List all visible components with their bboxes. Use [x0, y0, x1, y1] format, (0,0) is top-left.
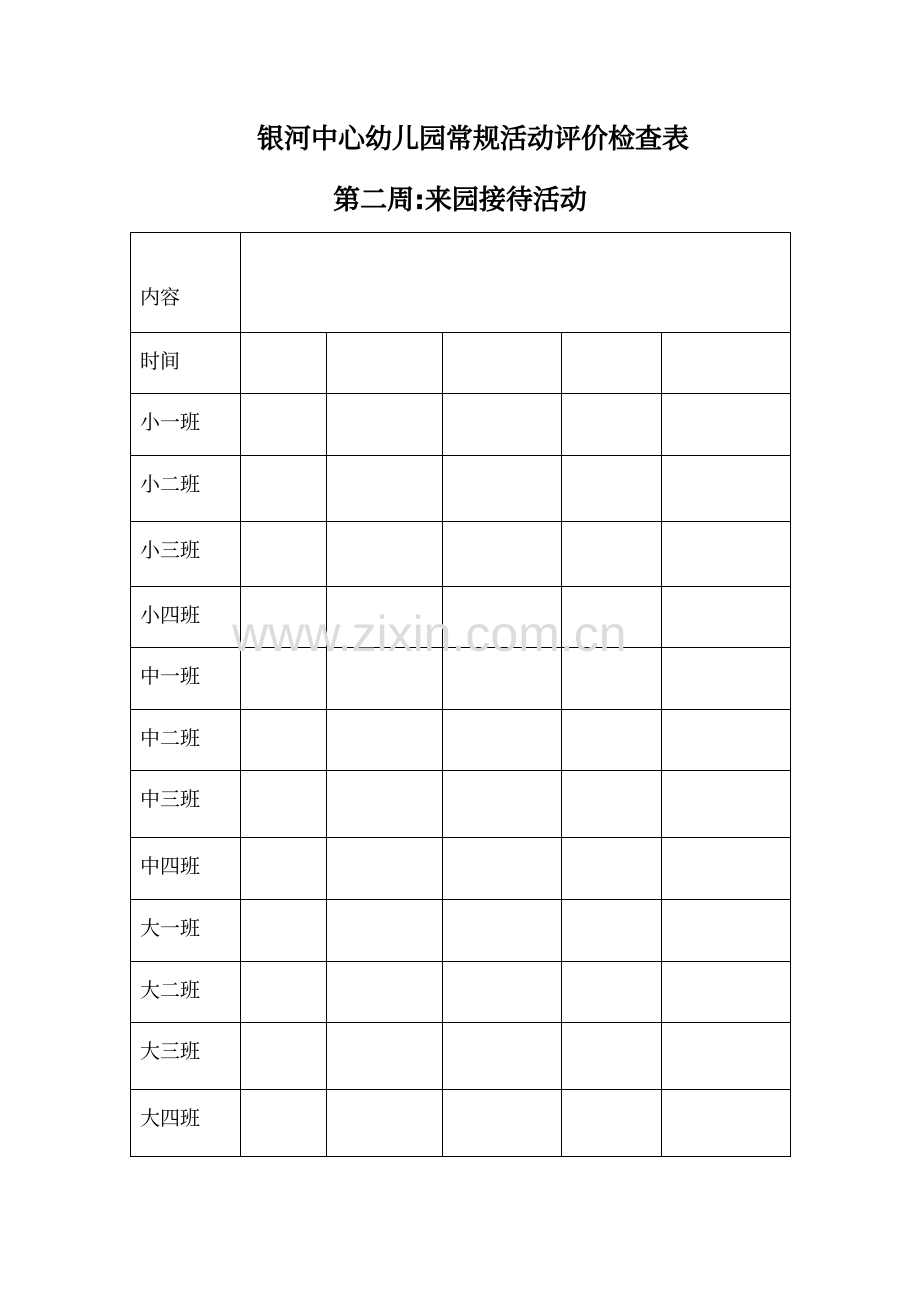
table-row [131, 456, 791, 522]
class-label: 大二班 [140, 978, 200, 1002]
class-label: 大三班 [140, 1039, 200, 1063]
content-row [131, 233, 791, 333]
table-row [131, 587, 791, 648]
time-cell-2 [327, 333, 443, 394]
table-row [131, 522, 791, 587]
time-cell-3 [443, 333, 562, 394]
time-row [131, 333, 791, 394]
time-label-cell [131, 333, 241, 394]
class-label: 大一班 [140, 916, 200, 940]
document-title: 银河中心幼儿园常规活动评价检查表 [257, 124, 689, 155]
class-label: 小四班 [140, 603, 200, 627]
watermark: www.zixin.com.cn [232, 606, 627, 662]
table-row [131, 900, 791, 962]
evaluation-table [130, 232, 791, 1157]
content-label-cell [131, 233, 241, 333]
class-label: 中四班 [140, 854, 200, 878]
document-subtitle: 第二周:来园接待活动 [333, 185, 587, 216]
class-label: 小二班 [140, 472, 200, 496]
time-cell-5 [662, 333, 791, 394]
time-label: 时间 [140, 349, 180, 373]
table-row [131, 1090, 791, 1157]
time-cell-1 [241, 333, 327, 394]
table-row [131, 962, 791, 1023]
class-label: 中三班 [140, 787, 200, 811]
content-cell [241, 233, 791, 333]
content-label: 内容 [140, 285, 180, 309]
class-label: 大四班 [140, 1106, 200, 1130]
class-label: 中一班 [140, 664, 200, 688]
table-row [131, 648, 791, 710]
class-label: 小三班 [140, 538, 200, 562]
table-row [131, 394, 791, 456]
table-row [131, 771, 791, 838]
class-label: 中二班 [140, 726, 200, 750]
table-row [131, 838, 791, 900]
table-row [131, 710, 791, 771]
time-cell-4 [562, 333, 662, 394]
table-row [131, 1023, 791, 1090]
class-label: 小一班 [140, 410, 200, 434]
